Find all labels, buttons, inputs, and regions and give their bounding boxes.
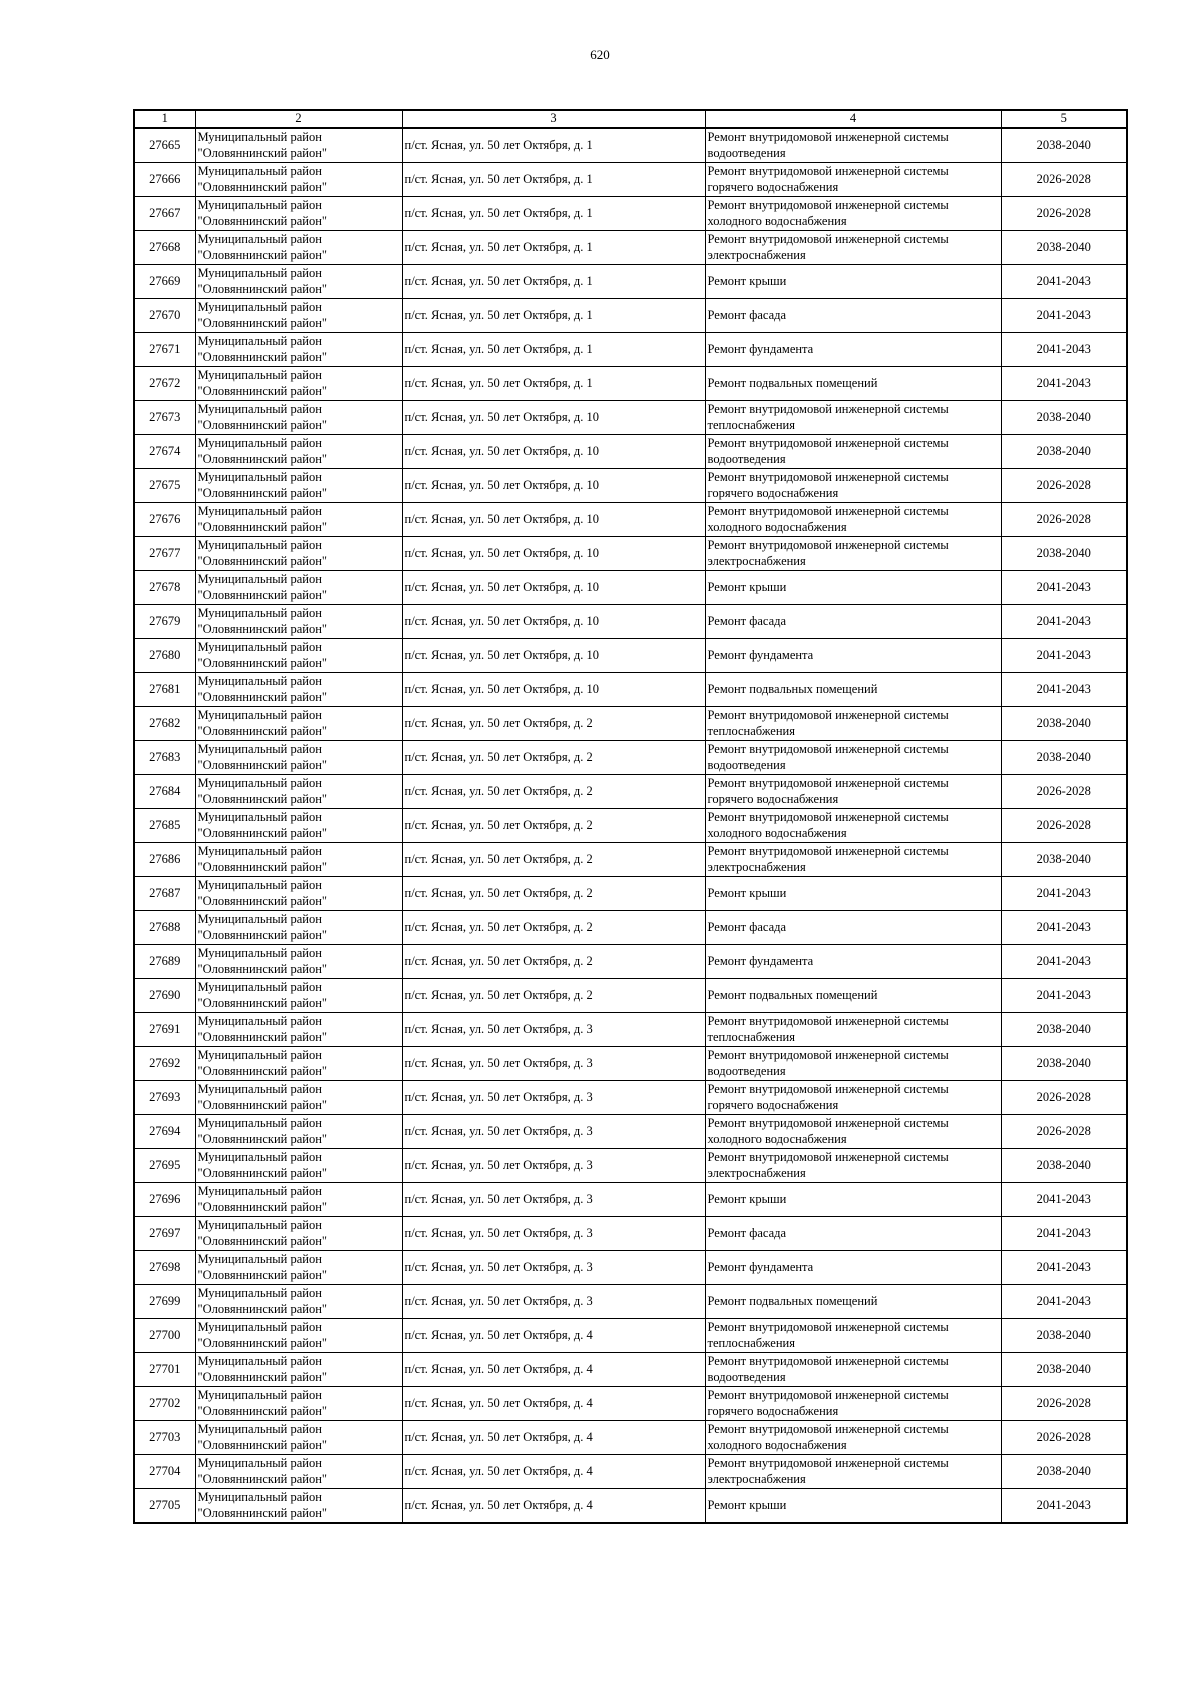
row-number-cell: 27684 <box>134 775 195 809</box>
address-cell: п/ст. Ясная, ул. 50 лет Октября, д. 3 <box>402 1149 705 1183</box>
address-cell: п/ст. Ясная, ул. 50 лет Октября, д. 1 <box>402 299 705 333</box>
address-cell: п/ст. Ясная, ул. 50 лет Октября, д. 3 <box>402 1047 705 1081</box>
table-row <box>134 265 1127 299</box>
column-header-1: 1 <box>134 110 195 128</box>
work-type-cell: Ремонт внутридомовой инженерной системы теплоснабжения <box>705 1319 1001 1353</box>
municipality-cell: Муниципальный район "Оловяннинский район" <box>195 741 402 775</box>
column-header-4: 4 <box>705 110 1001 128</box>
table-row <box>134 163 1127 197</box>
row-number-cell: 27705 <box>134 1489 195 1524</box>
row-number-cell: 27694 <box>134 1115 195 1149</box>
table-row <box>134 1285 1127 1319</box>
address-cell: п/ст. Ясная, ул. 50 лет Октября, д. 1 <box>402 265 705 299</box>
period-cell: 2038-2040 <box>1001 1013 1127 1047</box>
address-cell: п/ст. Ясная, ул. 50 лет Октября, д. 4 <box>402 1489 705 1524</box>
municipality-cell: Муниципальный район "Оловяннинский район" <box>195 809 402 843</box>
work-type-cell: Ремонт внутридомовой инженерной системы холодного водоснабжения <box>705 1421 1001 1455</box>
address-cell: п/ст. Ясная, ул. 50 лет Октября, д. 3 <box>402 1217 705 1251</box>
row-number-cell: 27683 <box>134 741 195 775</box>
row-number-cell: 27690 <box>134 979 195 1013</box>
municipality-cell: Муниципальный район "Оловяннинский район" <box>195 469 402 503</box>
municipality-cell: Муниципальный район "Оловяннинский район" <box>195 1353 402 1387</box>
period-cell: 2041-2043 <box>1001 605 1127 639</box>
work-type-cell: Ремонт подвальных помещений <box>705 673 1001 707</box>
address-cell: п/ст. Ясная, ул. 50 лет Октября, д. 10 <box>402 435 705 469</box>
period-cell: 2041-2043 <box>1001 1489 1127 1524</box>
work-type-cell: Ремонт фасада <box>705 299 1001 333</box>
period-cell: 2041-2043 <box>1001 333 1127 367</box>
municipality-cell: Муниципальный район "Оловяннинский район" <box>195 673 402 707</box>
work-type-cell: Ремонт внутридомовой инженерной системы водоотведения <box>705 1047 1001 1081</box>
work-type-cell: Ремонт внутридомовой инженерной системы горячего водоснабжения <box>705 1387 1001 1421</box>
municipality-cell: Муниципальный район "Оловяннинский район" <box>195 1013 402 1047</box>
period-cell: 2041-2043 <box>1001 673 1127 707</box>
row-number-cell: 27704 <box>134 1455 195 1489</box>
table-row <box>134 367 1127 401</box>
work-type-cell: Ремонт внутридомовой инженерной системы электроснабжения <box>705 537 1001 571</box>
table-row <box>134 707 1127 741</box>
municipality-cell: Муниципальный район "Оловяннинский район" <box>195 265 402 299</box>
municipality-cell: Муниципальный район "Оловяннинский район" <box>195 163 402 197</box>
table-row <box>134 1353 1127 1387</box>
table-row <box>134 809 1127 843</box>
table-row <box>134 605 1127 639</box>
table-row <box>134 1149 1127 1183</box>
address-cell: п/ст. Ясная, ул. 50 лет Октября, д. 10 <box>402 537 705 571</box>
work-type-cell: Ремонт внутридомовой инженерной системы холодного водоснабжения <box>705 503 1001 537</box>
address-cell: п/ст. Ясная, ул. 50 лет Октября, д. 1 <box>402 128 705 163</box>
municipality-cell: Муниципальный район "Оловяннинский район" <box>195 503 402 537</box>
address-cell: п/ст. Ясная, ул. 50 лет Октября, д. 10 <box>402 673 705 707</box>
work-type-cell: Ремонт внутридомовой инженерной системы горячего водоснабжения <box>705 163 1001 197</box>
municipality-cell: Муниципальный район "Оловяннинский район" <box>195 1489 402 1524</box>
row-number-cell: 27697 <box>134 1217 195 1251</box>
work-type-cell: Ремонт фасада <box>705 1217 1001 1251</box>
row-number-cell: 27675 <box>134 469 195 503</box>
work-type-cell: Ремонт крыши <box>705 571 1001 605</box>
work-type-cell: Ремонт внутридомовой инженерной системы электроснабжения <box>705 1455 1001 1489</box>
column-header-2: 2 <box>195 110 402 128</box>
row-number-cell: 27667 <box>134 197 195 231</box>
period-cell: 2038-2040 <box>1001 1047 1127 1081</box>
period-cell: 2026-2028 <box>1001 163 1127 197</box>
municipality-cell: Муниципальный район "Оловяннинский район" <box>195 1251 402 1285</box>
period-cell: 2041-2043 <box>1001 1183 1127 1217</box>
work-type-cell: Ремонт фундамента <box>705 333 1001 367</box>
municipality-cell: Муниципальный район "Оловяннинский район" <box>195 333 402 367</box>
row-number-cell: 27689 <box>134 945 195 979</box>
municipality-cell: Муниципальный район "Оловяннинский район" <box>195 911 402 945</box>
table-row <box>134 911 1127 945</box>
municipality-cell: Муниципальный район "Оловяннинский район" <box>195 1081 402 1115</box>
period-cell: 2041-2043 <box>1001 945 1127 979</box>
row-number-cell: 27692 <box>134 1047 195 1081</box>
work-type-cell: Ремонт фундамента <box>705 945 1001 979</box>
period-cell: 2038-2040 <box>1001 128 1127 163</box>
period-cell: 2038-2040 <box>1001 401 1127 435</box>
address-cell: п/ст. Ясная, ул. 50 лет Октября, д. 2 <box>402 775 705 809</box>
work-type-cell: Ремонт внутридомовой инженерной системы теплоснабжения <box>705 1013 1001 1047</box>
table-row <box>134 1115 1127 1149</box>
period-cell: 2026-2028 <box>1001 503 1127 537</box>
period-cell: 2038-2040 <box>1001 707 1127 741</box>
work-type-cell: Ремонт внутридомовой инженерной системы электроснабжения <box>705 231 1001 265</box>
period-cell: 2038-2040 <box>1001 1455 1127 1489</box>
municipality-cell: Муниципальный район "Оловяннинский район" <box>195 605 402 639</box>
table-row <box>134 1421 1127 1455</box>
row-number-cell: 27681 <box>134 673 195 707</box>
period-cell: 2041-2043 <box>1001 911 1127 945</box>
period-cell: 2038-2040 <box>1001 1353 1127 1387</box>
work-type-cell: Ремонт внутридомовой инженерной системы горячего водоснабжения <box>705 1081 1001 1115</box>
municipality-cell: Муниципальный район "Оловяннинский район" <box>195 128 402 163</box>
address-cell: п/ст. Ясная, ул. 50 лет Октября, д. 10 <box>402 639 705 673</box>
municipality-cell: Муниципальный район "Оловяннинский район" <box>195 1149 402 1183</box>
page-number: 620 <box>590 47 610 62</box>
table-row <box>134 537 1127 571</box>
column-header-3: 3 <box>402 110 705 128</box>
work-type-cell: Ремонт внутридомовой инженерной системы водоотведения <box>705 741 1001 775</box>
address-cell: п/ст. Ясная, ул. 50 лет Октября, д. 1 <box>402 333 705 367</box>
row-number-cell: 27699 <box>134 1285 195 1319</box>
work-type-cell: Ремонт внутридомовой инженерной системы теплоснабжения <box>705 401 1001 435</box>
address-cell: п/ст. Ясная, ул. 50 лет Октября, д. 1 <box>402 231 705 265</box>
work-type-cell: Ремонт фундамента <box>705 1251 1001 1285</box>
address-cell: п/ст. Ясная, ул. 50 лет Октября, д. 4 <box>402 1319 705 1353</box>
table-row <box>134 1455 1127 1489</box>
row-number-cell: 27696 <box>134 1183 195 1217</box>
work-type-cell: Ремонт внутридомовой инженерной системы водоотведения <box>705 435 1001 469</box>
period-cell: 2026-2028 <box>1001 197 1127 231</box>
municipality-cell: Муниципальный район "Оловяннинский район" <box>195 1217 402 1251</box>
municipality-cell: Муниципальный район "Оловяннинский район" <box>195 1285 402 1319</box>
work-type-cell: Ремонт крыши <box>705 1183 1001 1217</box>
table-row <box>134 843 1127 877</box>
municipality-cell: Муниципальный район "Оловяннинский район" <box>195 639 402 673</box>
address-cell: п/ст. Ясная, ул. 50 лет Октября, д. 3 <box>402 1183 705 1217</box>
address-cell: п/ст. Ясная, ул. 50 лет Октября, д. 1 <box>402 367 705 401</box>
row-number-cell: 27693 <box>134 1081 195 1115</box>
period-cell: 2041-2043 <box>1001 299 1127 333</box>
work-type-cell: Ремонт внутридомовой инженерной системы горячего водоснабжения <box>705 775 1001 809</box>
table-row <box>134 639 1127 673</box>
period-cell: 2041-2043 <box>1001 877 1127 911</box>
address-cell: п/ст. Ясная, ул. 50 лет Октября, д. 4 <box>402 1421 705 1455</box>
address-cell: п/ст. Ясная, ул. 50 лет Октября, д. 2 <box>402 911 705 945</box>
table-row <box>134 979 1127 1013</box>
address-cell: п/ст. Ясная, ул. 50 лет Октября, д. 4 <box>402 1353 705 1387</box>
municipality-cell: Муниципальный район "Оловяннинский район" <box>195 1183 402 1217</box>
address-cell: п/ст. Ясная, ул. 50 лет Октября, д. 2 <box>402 809 705 843</box>
period-cell: 2041-2043 <box>1001 265 1127 299</box>
work-type-cell: Ремонт подвальных помещений <box>705 1285 1001 1319</box>
work-type-cell: Ремонт внутридомовой инженерной системы холодного водоснабжения <box>705 197 1001 231</box>
table-row <box>134 1387 1127 1421</box>
table-row <box>134 469 1127 503</box>
row-number-cell: 27682 <box>134 707 195 741</box>
table-row <box>134 333 1127 367</box>
table-row <box>134 435 1127 469</box>
work-type-cell: Ремонт внутридомовой инженерной системы горячего водоснабжения <box>705 469 1001 503</box>
row-number-cell: 27674 <box>134 435 195 469</box>
row-number-cell: 27677 <box>134 537 195 571</box>
table-row <box>134 1251 1127 1285</box>
address-cell: п/ст. Ясная, ул. 50 лет Октября, д. 3 <box>402 1081 705 1115</box>
address-cell: п/ст. Ясная, ул. 50 лет Октября, д. 3 <box>402 1285 705 1319</box>
table-row <box>134 231 1127 265</box>
address-cell: п/ст. Ясная, ул. 50 лет Октября, д. 3 <box>402 1013 705 1047</box>
work-type-cell: Ремонт подвальных помещений <box>705 979 1001 1013</box>
row-number-cell: 27695 <box>134 1149 195 1183</box>
work-type-cell: Ремонт внутридомовой инженерной системы водоотведения <box>705 1353 1001 1387</box>
table-row <box>134 503 1127 537</box>
address-cell: п/ст. Ясная, ул. 50 лет Октября, д. 1 <box>402 197 705 231</box>
period-cell: 2038-2040 <box>1001 1149 1127 1183</box>
row-number-cell: 27687 <box>134 877 195 911</box>
row-number-cell: 27668 <box>134 231 195 265</box>
column-header-5: 5 <box>1001 110 1127 128</box>
municipality-cell: Муниципальный район "Оловяннинский район" <box>195 367 402 401</box>
municipality-cell: Муниципальный район "Оловяннинский район" <box>195 707 402 741</box>
row-number-cell: 27666 <box>134 163 195 197</box>
work-type-cell: Ремонт фасада <box>705 605 1001 639</box>
address-cell: п/ст. Ясная, ул. 50 лет Октября, д. 2 <box>402 707 705 741</box>
period-cell: 2041-2043 <box>1001 639 1127 673</box>
row-number-cell: 27700 <box>134 1319 195 1353</box>
table-row <box>134 197 1127 231</box>
period-cell: 2026-2028 <box>1001 1115 1127 1149</box>
municipality-cell: Муниципальный район "Оловяннинский район" <box>195 843 402 877</box>
table-header-row <box>134 110 1127 128</box>
row-number-cell: 27678 <box>134 571 195 605</box>
period-cell: 2041-2043 <box>1001 979 1127 1013</box>
municipality-cell: Муниципальный район "Оловяннинский район" <box>195 979 402 1013</box>
municipality-cell: Муниципальный район "Оловяннинский район" <box>195 1455 402 1489</box>
row-number-cell: 27669 <box>134 265 195 299</box>
table-row <box>134 1217 1127 1251</box>
municipality-cell: Муниципальный район "Оловяннинский район" <box>195 1319 402 1353</box>
work-type-cell: Ремонт фундамента <box>705 639 1001 673</box>
period-cell: 2041-2043 <box>1001 1217 1127 1251</box>
row-number-cell: 27685 <box>134 809 195 843</box>
address-cell: п/ст. Ясная, ул. 50 лет Октября, д. 10 <box>402 469 705 503</box>
period-cell: 2026-2028 <box>1001 469 1127 503</box>
municipality-cell: Муниципальный район "Оловяннинский район" <box>195 775 402 809</box>
table-row <box>134 299 1127 333</box>
table-row <box>134 1013 1127 1047</box>
municipality-cell: Муниципальный район "Оловяннинский район" <box>195 435 402 469</box>
row-number-cell: 27688 <box>134 911 195 945</box>
period-cell: 2026-2028 <box>1001 775 1127 809</box>
period-cell: 2038-2040 <box>1001 843 1127 877</box>
row-number-cell: 27680 <box>134 639 195 673</box>
municipality-cell: Муниципальный район "Оловяннинский район" <box>195 401 402 435</box>
work-type-cell: Ремонт внутридомовой инженерной системы теплоснабжения <box>705 707 1001 741</box>
municipality-cell: Муниципальный район "Оловяннинский район" <box>195 299 402 333</box>
work-type-cell: Ремонт внутридомовой инженерной системы электроснабжения <box>705 1149 1001 1183</box>
table-row <box>134 1319 1127 1353</box>
address-cell: п/ст. Ясная, ул. 50 лет Октября, д. 1 <box>402 163 705 197</box>
address-cell: п/ст. Ясная, ул. 50 лет Октября, д. 10 <box>402 401 705 435</box>
municipality-cell: Муниципальный район "Оловяннинский район" <box>195 197 402 231</box>
row-number-cell: 27691 <box>134 1013 195 1047</box>
table-row <box>134 128 1127 163</box>
period-cell: 2026-2028 <box>1001 1421 1127 1455</box>
table-row <box>134 1081 1127 1115</box>
period-cell: 2041-2043 <box>1001 1251 1127 1285</box>
row-number-cell: 27702 <box>134 1387 195 1421</box>
table-body <box>134 128 1127 1523</box>
period-cell: 2038-2040 <box>1001 537 1127 571</box>
address-cell: п/ст. Ясная, ул. 50 лет Октября, д. 3 <box>402 1115 705 1149</box>
table-row <box>134 877 1127 911</box>
row-number-cell: 27673 <box>134 401 195 435</box>
row-number-cell: 27679 <box>134 605 195 639</box>
work-type-cell: Ремонт внутридомовой инженерной системы электроснабжения <box>705 843 1001 877</box>
period-cell: 2041-2043 <box>1001 1285 1127 1319</box>
table-row <box>134 401 1127 435</box>
period-cell: 2041-2043 <box>1001 367 1127 401</box>
table-row <box>134 673 1127 707</box>
period-cell: 2038-2040 <box>1001 435 1127 469</box>
address-cell: п/ст. Ясная, ул. 50 лет Октября, д. 2 <box>402 741 705 775</box>
work-type-cell: Ремонт внутридомовой инженерной системы холодного водоснабжения <box>705 1115 1001 1149</box>
table-row <box>134 1183 1127 1217</box>
municipality-cell: Муниципальный район "Оловяннинский район" <box>195 231 402 265</box>
work-type-cell: Ремонт подвальных помещений <box>705 367 1001 401</box>
municipality-cell: Муниципальный район "Оловяннинский район" <box>195 877 402 911</box>
address-cell: п/ст. Ясная, ул. 50 лет Октября, д. 2 <box>402 877 705 911</box>
table-row <box>134 571 1127 605</box>
work-type-cell: Ремонт внутридомовой инженерной системы водоотведения <box>705 128 1001 163</box>
row-number-cell: 27698 <box>134 1251 195 1285</box>
address-cell: п/ст. Ясная, ул. 50 лет Октября, д. 10 <box>402 503 705 537</box>
table-row <box>134 741 1127 775</box>
period-cell: 2041-2043 <box>1001 571 1127 605</box>
work-type-cell: Ремонт крыши <box>705 877 1001 911</box>
work-type-cell: Ремонт внутридомовой инженерной системы холодного водоснабжения <box>705 809 1001 843</box>
address-cell: п/ст. Ясная, ул. 50 лет Октября, д. 3 <box>402 1251 705 1285</box>
period-cell: 2038-2040 <box>1001 741 1127 775</box>
work-type-cell: Ремонт крыши <box>705 265 1001 299</box>
municipality-cell: Муниципальный район "Оловяннинский район" <box>195 1047 402 1081</box>
period-cell: 2026-2028 <box>1001 809 1127 843</box>
address-cell: п/ст. Ясная, ул. 50 лет Октября, д. 2 <box>402 945 705 979</box>
period-cell: 2026-2028 <box>1001 1081 1127 1115</box>
period-cell: 2038-2040 <box>1001 1319 1127 1353</box>
row-number-cell: 27670 <box>134 299 195 333</box>
row-number-cell: 27665 <box>134 128 195 163</box>
row-number-cell: 27671 <box>134 333 195 367</box>
row-number-cell: 27703 <box>134 1421 195 1455</box>
repair-schedule-table <box>133 109 1128 1524</box>
address-cell: п/ст. Ясная, ул. 50 лет Октября, д. 2 <box>402 843 705 877</box>
row-number-cell: 27701 <box>134 1353 195 1387</box>
row-number-cell: 27672 <box>134 367 195 401</box>
address-cell: п/ст. Ясная, ул. 50 лет Октября, д. 4 <box>402 1455 705 1489</box>
period-cell: 2026-2028 <box>1001 1387 1127 1421</box>
municipality-cell: Муниципальный район "Оловяннинский район" <box>195 1387 402 1421</box>
municipality-cell: Муниципальный район "Оловяннинский район" <box>195 1421 402 1455</box>
table-row <box>134 945 1127 979</box>
address-cell: п/ст. Ясная, ул. 50 лет Октября, д. 10 <box>402 605 705 639</box>
address-cell: п/ст. Ясная, ул. 50 лет Октября, д. 4 <box>402 1387 705 1421</box>
work-type-cell: Ремонт фасада <box>705 911 1001 945</box>
municipality-cell: Муниципальный район "Оловяннинский район" <box>195 1115 402 1149</box>
address-cell: п/ст. Ясная, ул. 50 лет Октября, д. 10 <box>402 571 705 605</box>
table-row <box>134 1047 1127 1081</box>
work-type-cell: Ремонт крыши <box>705 1489 1001 1524</box>
period-cell: 2038-2040 <box>1001 231 1127 265</box>
municipality-cell: Муниципальный район "Оловяннинский район" <box>195 537 402 571</box>
row-number-cell: 27676 <box>134 503 195 537</box>
address-cell: п/ст. Ясная, ул. 50 лет Октября, д. 2 <box>402 979 705 1013</box>
municipality-cell: Муниципальный район "Оловяннинский район" <box>195 571 402 605</box>
table-row <box>134 1489 1127 1524</box>
municipality-cell: Муниципальный район "Оловяннинский район" <box>195 945 402 979</box>
row-number-cell: 27686 <box>134 843 195 877</box>
table-row <box>134 775 1127 809</box>
